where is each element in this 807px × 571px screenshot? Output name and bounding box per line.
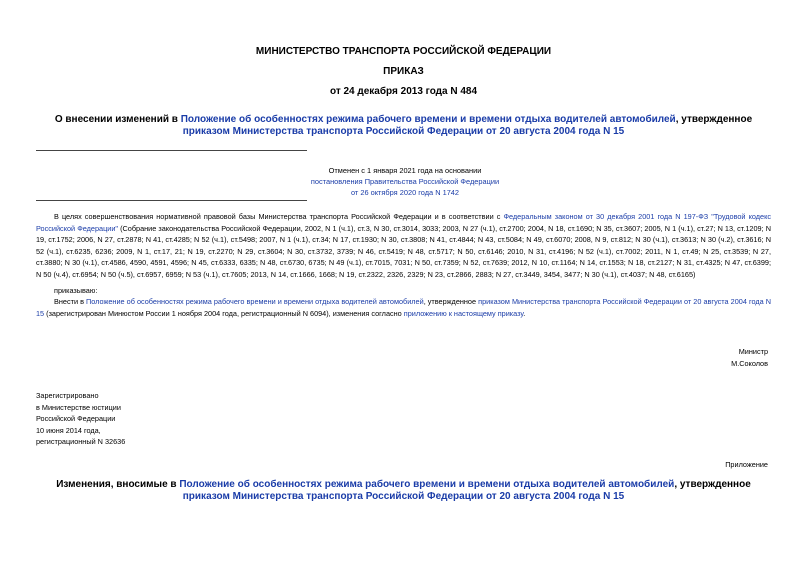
title-prefix: О внесении изменений в	[54, 114, 181, 125]
registration-line: Зарегистрировано	[36, 391, 99, 400]
document-type-heading: ПРИКАЗ	[383, 66, 424, 77]
order-text: (зарегистрирован Минюстом России 1 ноября 2004 года, регистрационный N 6094), изменения согласно	[44, 308, 404, 318]
cancellation-link-date[interactable]: от 26 октября 2020 года N 1742	[350, 188, 460, 197]
signature-position: Министр	[738, 347, 768, 356]
appendix-title	[36, 479, 771, 503]
order-paragraph	[36, 296, 771, 319]
cancellation-line: Отменен с 1 января 2021 года на основании	[328, 166, 482, 175]
registration-line: в Министерстве юстиции	[36, 402, 121, 412]
cancellation-note	[210, 165, 600, 198]
order-link-regulation[interactable]: Положение об особенностях режима рабочего времени и времени отдыха водителей автомобилей	[86, 297, 424, 306]
appendix-prefix: Изменения, вносимые в	[56, 479, 180, 490]
divider-bottom	[36, 200, 307, 201]
appendix-label: Приложение	[725, 460, 768, 469]
order-text: Внести в	[54, 297, 87, 306]
order-text: .	[523, 308, 526, 318]
ministry-heading: МИНИСТЕРСТВО ТРАНСПОРТА РОССИЙСКОЙ ФЕДЕРАЦИИ	[255, 46, 552, 57]
registration-line: Российской Федерации	[36, 414, 116, 424]
cancellation-link-decree[interactable]: постановления Правительства Российской Федерации	[310, 177, 500, 186]
order-label	[36, 285, 771, 297]
order-link-appendix[interactable]: приложению к настоящему приказу	[403, 308, 524, 318]
title-middle: , утвержденное	[675, 114, 753, 125]
preamble-link-labor-code[interactable]: Федеральным законом от 30 декабря 2001 года N 197-ФЗ "Трудовой кодекс Российской Федерации"	[36, 212, 772, 233]
document-title	[36, 114, 771, 138]
appendix-link-regulation[interactable]: Положение об особенностях режима рабочего времени и времени отдыха водителей автомобилей	[179, 479, 675, 490]
appendix-middle: , утвержденное	[674, 479, 751, 490]
registration-line: 10 июня 2014 года,	[36, 425, 101, 435]
appendix-link-order[interactable]: приказом Министерства транспорта Российской Федерации от 20 августа 2004 года N 15	[182, 491, 625, 502]
signature-block	[731, 346, 768, 369]
order-text: , утвержденное	[423, 297, 479, 306]
document-date-heading: от 24 декабря 2013 года N 484	[329, 86, 478, 97]
preamble-text: В целях совершенствования нормативной правовой базы Министерства транспорта Российской Федерации и в соответствии с	[54, 212, 504, 221]
order-label-text: приказываю:	[54, 286, 98, 295]
title-link-regulation[interactable]: Положение об особенностях режима рабочего времени и времени отдыха водителей автомобилей	[180, 114, 676, 125]
preamble-paragraph	[36, 211, 771, 281]
registration-block	[36, 390, 125, 448]
preamble-citations: (Собрание законодательства Российской Федерации, 2002, N 1 (ч.1), ст.3, N 30, ст.3014, 3033; 2003, N 27 (ч.1), ст.2700; 2004, N 18, ст.1690; N 35, ст.3607; 2005, N 1 (ч.1), ст.27; N 13, ст.1209; N 19, ст.1752; 2006, N 27, ст.2878; N 41, ст.4285; N 52 (ч.1), ст.5498; 2007, N 1 (ч.1), ст.34; N 17, ст.1930; N 30, ст.3808; N 41, ст.4844; N 43, ст.5084; N 49, ст.6070; 2008, N 9, ст.812; N 30 (ч.1), ст.3613; N 30 (ч.2), ст.3616; N 52 (ч.1), ст.6235, 6236; 2009, N 1, ст.17, 21; N 19, ст.2270; N 29, ст.3604; N 30, ст.3732, 3739; N 46, ст.5419; N 48, ст.5717; N 50, ст.6146; 2010, N 31, ст.4196; N 52 (ч.1), ст.7002; 2011, N 1, ст.49; N 25, ст.3539; N 27, ст.3880; N 30 (ч.1), ст.4586, 4590, 4591, 4596; N 45, ст.6333, 6335; N 48, ст.6730, 6735; N 49 (ч.1), ст.7015, 7031; N 50, ст.7359; N 52, ст.7639; 2012, N 10, ст.1164; N 14, ст.1553; N 18, ст.2127; N 31, ст.4325; N 47, ст.6399; N 50 (ч.4), ст.6954; N 50 (ч.5), ст.6957, 6959; N 53 (ч.1), ст.7605; 2013, N 14, ст.1666, 1668; N 19, ст.2322, 2326, 2329; N 23, ст.2866, 2883; N 27, ст.3449, 3454, 3477; N 30 (ч.1), ст.4037; N 48, ст.6165)	[36, 223, 771, 279]
title-link-order[interactable]: приказом Министерства транспорта Российской Федерации от 20 августа 2004 года N 15	[182, 126, 625, 137]
signature-name: М.Соколов	[731, 358, 768, 368]
registration-line: регистрационный N 32636	[36, 437, 126, 447]
divider-top	[36, 150, 307, 151]
order-link-order[interactable]: приказом Министерства транспорта Российской Федерации от 20 августа 2004 года N 15	[36, 297, 772, 318]
